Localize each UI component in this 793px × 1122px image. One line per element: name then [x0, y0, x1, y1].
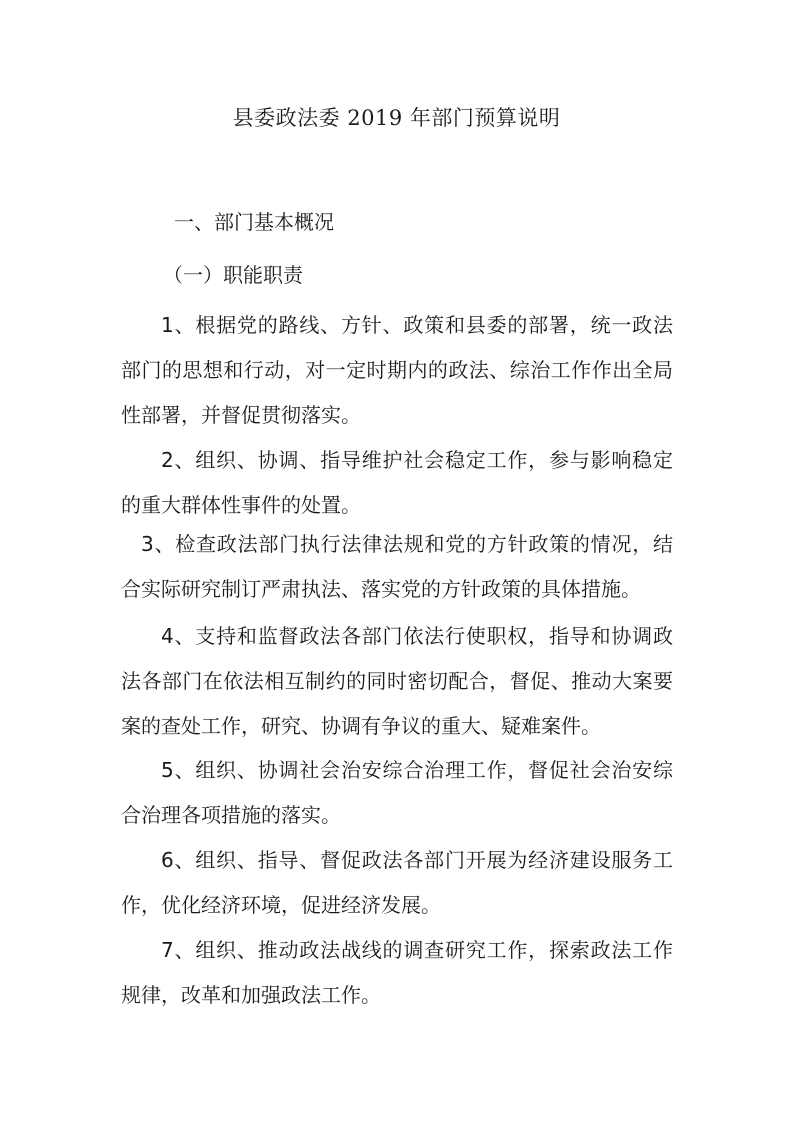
- section-heading: 一、部门基本概况: [174, 210, 334, 234]
- paragraph-7: 7、组织、推动政法战线的调查研究工作，探索政法工作规律，改革和加强政法工作。: [121, 938, 673, 1007]
- paragraph-3: 3、检查政法部门执行法律法规和党的方针政策的情况，结合实际研究制订严肃执法、落实党的方针政策的具体措施。: [121, 532, 673, 601]
- paragraph-1: 1、根据党的路线、方针、政策和县委的部署，统一政法部门的思想和行动，对一定时期内的政法、综治工作作出全局性部署，并督促贯彻落实。: [121, 313, 673, 427]
- paragraph-6: 6、组织、指导、督促政法各部门开展为经济建设服务工作，优化经济环境，促进经济发展。: [121, 848, 673, 917]
- subsection-heading: （一）职能职责: [163, 263, 303, 287]
- paragraph-2: 2、组织、协调、指导维护社会稳定工作，参与影响稳定的重大群体性事件的处置。: [121, 448, 673, 517]
- paragraph-4: 4、支持和监督政法各部门依法行使职权，指导和协调政法各部门在依法相互制约的同时密切配合，督促、推动大案要案的查处工作，研究、协调有争议的重大、疑难案件。: [121, 624, 673, 738]
- document-title: 县委政法委 2019 年部门预算说明: [232, 106, 561, 130]
- paragraph-5: 5、组织、协调社会治安综合治理工作，督促社会治安综合治理各项措施的落实。: [121, 758, 673, 827]
